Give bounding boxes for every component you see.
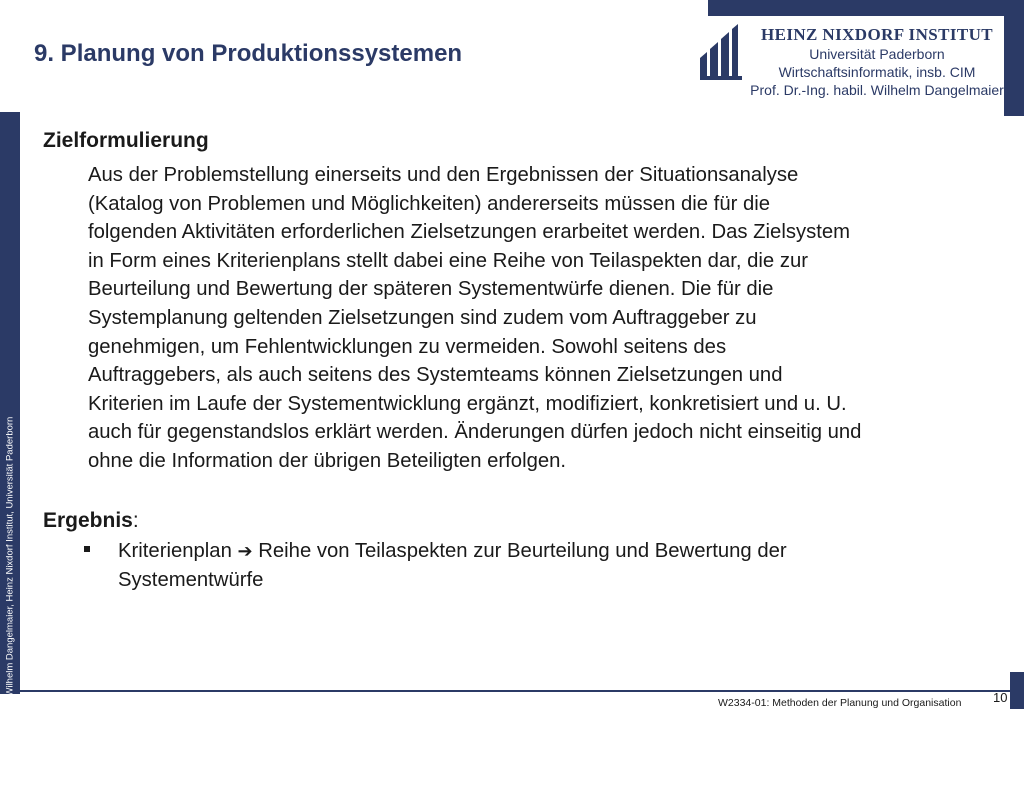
- institute-logo-icon: [700, 24, 742, 80]
- paragraph-line: Systemplanung geltenden Zielsetzungen sind zudem vom Auftraggeber zu: [88, 306, 757, 329]
- header-accent-bar: [708, 0, 1024, 16]
- left-side-bar: [0, 112, 20, 785]
- paragraph-line: (Katalog von Problemen und Möglichkeiten) andererseits müssen die für die: [88, 192, 771, 215]
- bullet-term: Kriterienplan: [118, 540, 232, 562]
- paragraph-line: Beurteilung und Bewertung der späteren Systementwürfe dienen. Die für die: [88, 278, 774, 301]
- body-paragraph: [88, 161, 998, 476]
- paragraph-line: Auftraggebers, als auch seitens des Systemteams können Zielsetzungen und: [88, 364, 783, 387]
- bullet-square-icon: [84, 546, 90, 552]
- footer-rule: [20, 690, 1010, 692]
- result-bullet: [118, 537, 787, 594]
- arrow-right-icon: ➔: [237, 541, 253, 561]
- professor-name: Prof. Dr.-Ing. habil. Wilhelm Dangelmaier: [750, 82, 1004, 98]
- slide-title: 9. Planung von Produktionssystemen: [34, 40, 463, 67]
- paragraph-line: auch für gegenstandslos erklärt werden. Änderungen dürfen jedoch nicht einseitig und: [88, 421, 862, 444]
- section-heading: Zielformulierung: [43, 129, 209, 152]
- bullet-continuation: Systementwürfe: [118, 568, 264, 591]
- page-number: 10: [993, 690, 1008, 705]
- department-name: Wirtschaftsinformatik, insb. CIM: [778, 64, 976, 80]
- copyright-notice: © Prof. Dr.-Ing habil. Wilhelm Dangelmaier, Heinz Nixdorf Institut, Universität Paderborn: [4, 416, 16, 785]
- result-label: Ergebnis: [43, 509, 133, 532]
- paragraph-line: folgenden Aktivitäten erforderlichen Zielsetzungen erarbeitet werden. Das Zielsystem: [88, 221, 851, 244]
- result-heading: [43, 509, 139, 533]
- paragraph-line: Aus der Problemstellung einerseits und den Ergebnissen der Situationsanalyse: [88, 164, 799, 186]
- course-footer: W2334-01: Methoden der Planung und Organisation: [718, 697, 962, 709]
- university-name: Universität Paderborn: [809, 46, 945, 62]
- institute-header: [750, 25, 1004, 99]
- footer-accent-bar: [1010, 672, 1024, 709]
- paragraph-line: Kriterien im Laufe der Systementwicklung ergänzt, modifiziert, konkretisiert und u. U.: [88, 392, 847, 415]
- result-colon: :: [132, 509, 139, 532]
- paragraph-line: genehmigen, um Fehlentwicklungen zu vermeiden. Sowohl seitens des: [88, 335, 727, 358]
- institute-name: HEINZ NIXDORF INSTITUT: [760, 25, 994, 44]
- paragraph-line: in Form eines Kriterienplans stellt dabei eine Reihe von Teilaspekten dar, die zur: [88, 249, 809, 272]
- bullet-description: Reihe von Teilaspekten zur Beurteilung und Bewertung der: [258, 540, 787, 562]
- header-side-bar: [1004, 16, 1024, 116]
- paragraph-line: ohne die Information der übrigen Beteiligten erfolgen.: [88, 449, 567, 472]
